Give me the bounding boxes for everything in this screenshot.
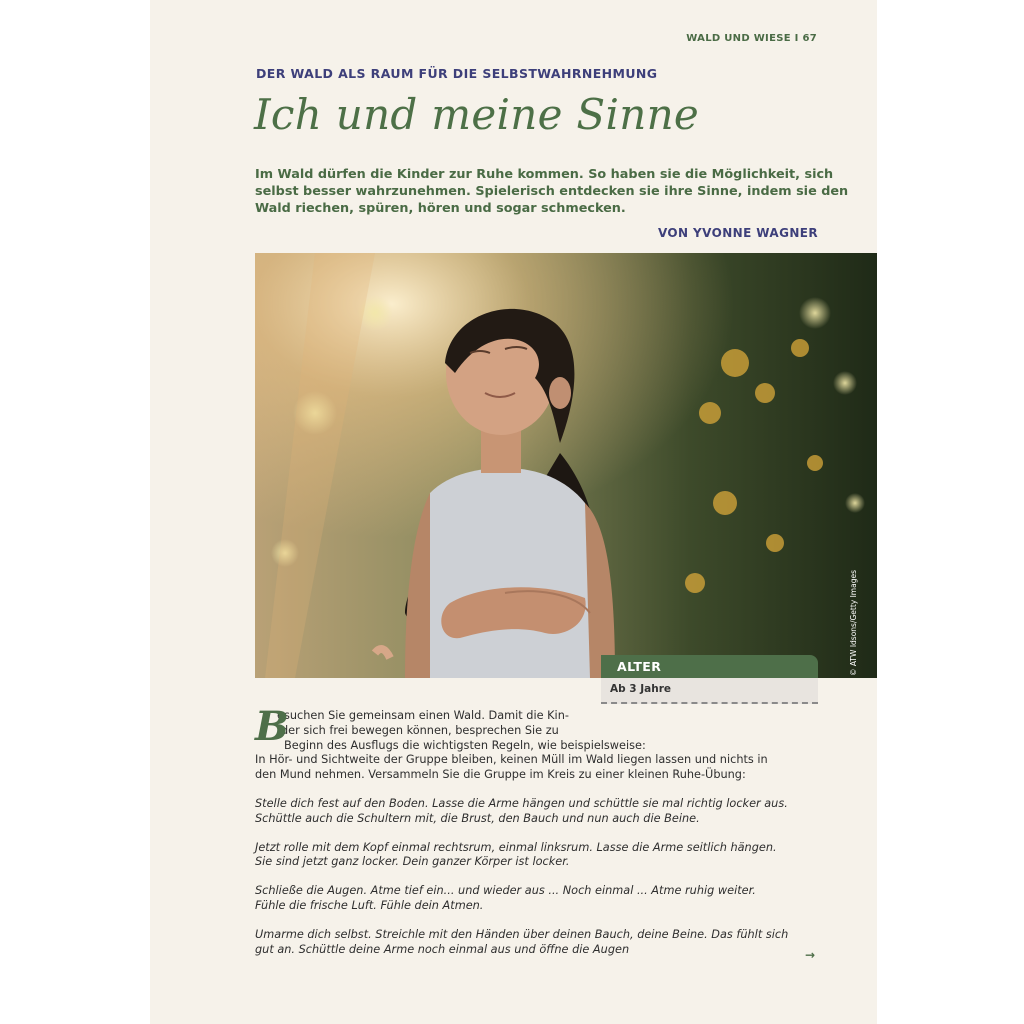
body-line: der sich frei bewegen können, besprechen Sie zu	[281, 723, 559, 737]
age-label: ALTER	[601, 655, 818, 678]
drop-cap: B	[255, 703, 289, 750]
age-value: Ab 3 Jahre	[601, 678, 818, 704]
header-separator: I	[794, 33, 799, 44]
body-line: den Mund nehmen. Versammeln Sie die Gruppe im Kreis zu einer kleinen Ruhe-Übung:	[255, 768, 746, 782]
exercise-line: Sie sind jetzt ganz locker. Dein ganzer Körper ist locker.	[255, 855, 570, 869]
magazine-page	[150, 0, 877, 1024]
running-header	[686, 33, 817, 44]
child-photo	[255, 253, 877, 678]
section-name: WALD UND WIESE	[686, 33, 791, 44]
photo-credit-text: © ATW Idsons/Getty Images	[849, 570, 858, 676]
exercise-line: gut an. Schüttle deine Arme noch einmal aus und öffne die Augen	[255, 942, 630, 956]
intro-line: selbst besser wahrzunehmen. Spielerisch entdecken sie ihre Sinne, indem sie den	[255, 184, 849, 199]
exercise-line: Stelle dich fest auf den Boden. Lasse die Arme hängen und schüttle sie mal richtig locker aus.	[255, 796, 788, 810]
intro-line: Im Wald dürfen die Kinder zur Ruhe kommen. So haben sie die Möglichkeit, sich	[255, 167, 834, 182]
photo-credit	[845, 566, 863, 676]
exercise-line: Schüttle auch die Schultern mit, die Brust, den Bauch und nun auch die Beine.	[255, 811, 700, 825]
kicker: DER WALD ALS RAUM FÜR DIE SELBSTWAHRNEHMUNG	[256, 66, 658, 81]
body-line: In Hör- und Sichtweite der Gruppe bleiben, keinen Müll im Wald liegen lassen und nichts in	[255, 753, 768, 767]
exercise-line: Umarme dich selbst. Streichle mit den Händen über deinen Bauch, deine Beine. Das fühlt sich	[255, 927, 789, 941]
body-line: esuchen Sie gemeinsam einen Wald. Damit die Kin-	[277, 709, 569, 722]
exercise-paragraph	[255, 797, 821, 827]
exercise-line: Fühle die frische Luft. Fühle dein Atmen.	[255, 898, 484, 912]
continue-arrow-icon[interactable]: →	[805, 948, 816, 962]
exercise-line: Schließe die Augen. Atme tief ein... und wieder aus ... Noch einmal ... Atme ruhig weiter.	[255, 884, 756, 898]
author-byline: VON YVONNE WAGNER	[657, 226, 818, 240]
body-line: Beginn des Ausflugs die wichtigsten Regeln, wie beispielsweise:	[284, 738, 646, 752]
article-body	[255, 703, 821, 957]
body-paragraph	[255, 703, 821, 783]
article-title: Ich und meine Sinne	[254, 90, 700, 139]
age-info-box	[601, 655, 818, 704]
intro-text	[255, 166, 849, 217]
exercise-paragraph	[255, 884, 821, 914]
exercise-line: Jetzt rolle mit dem Kopf einmal rechtsrum, einmal linksrum. Lasse die Arme seitlich hängen.	[255, 840, 777, 854]
page-number: 67	[802, 33, 817, 44]
exercise-paragraph	[255, 841, 821, 871]
exercise-paragraph	[255, 928, 821, 958]
intro-line: Wald riechen, spüren, hören und sogar schmecken.	[255, 201, 626, 216]
